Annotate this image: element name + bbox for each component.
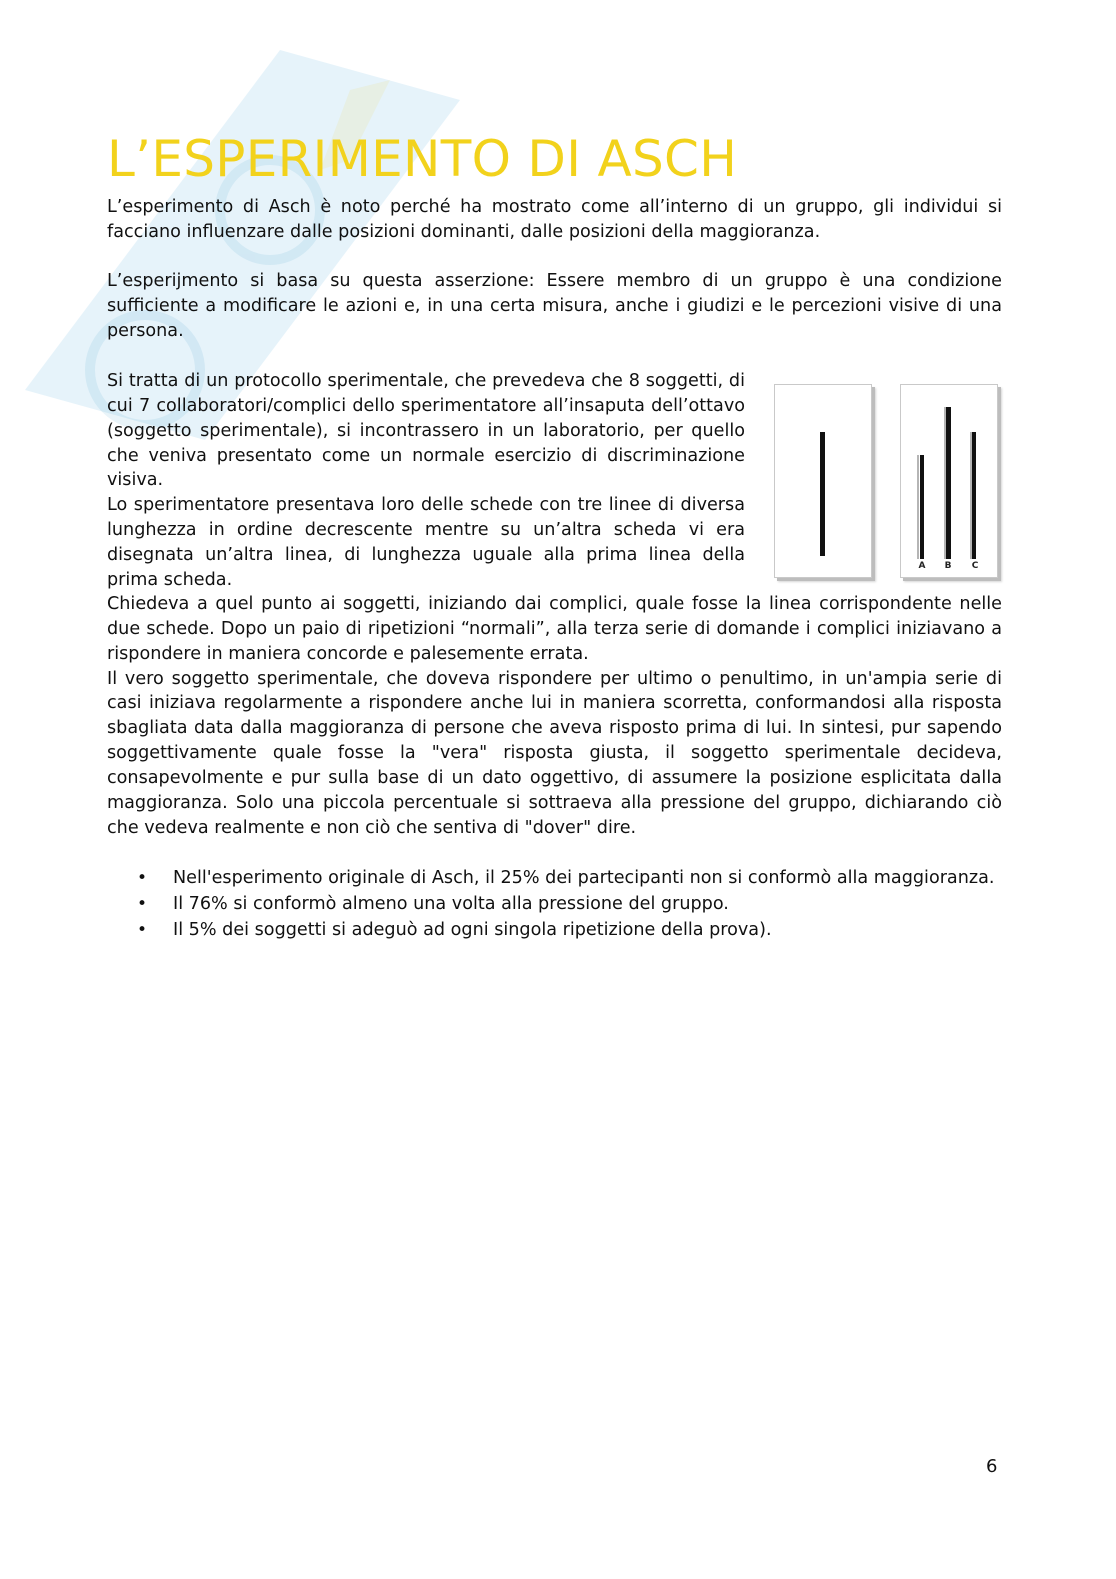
page-title: L’ESPERIMENTO DI ASCH <box>107 130 738 188</box>
line-label-a: A <box>918 561 926 571</box>
list-item-text: Nell'esperimento originale di Asch, il 25% dei partecipanti non si conformò alla maggioranza. <box>173 868 995 888</box>
paragraph-protocol: Si tratta di un protocollo sperimentale, che prevedeva che 8 soggetti, di cui 7 collaboratori/complici dello sperimentatore all’insaputa dell’ottavo (soggetto sperimentale), si incontrassero in un laboratorio, per quello che veniva presentato come un normale esercizio di discriminazione visiva. <box>107 371 745 491</box>
paragraph-intro: L’esperimento di Asch è noto perché ha mostrato come all’interno di un gruppo, gli individui si facciano influenzare dalle posizioni dominanti, dalle posizioni della maggioranza. <box>107 197 1002 242</box>
list-item <box>107 866 1002 891</box>
list-item <box>107 918 1002 943</box>
paragraph-results-block <box>107 592 1002 840</box>
list-item-text: Il 5% dei soggetti si adeguò ad ogni singola ripetizione della prova). <box>173 919 772 940</box>
line-b <box>946 407 951 559</box>
line-a-shadow <box>917 455 919 559</box>
reference-line <box>820 432 825 556</box>
line-label-b: B <box>944 561 952 571</box>
list-item-text: Il 76% si conformò almeno una volta alla pressione del gruppo. <box>173 893 729 914</box>
results-list <box>107 866 1002 944</box>
bullet-icon: • <box>137 868 148 888</box>
reference-card <box>774 384 872 578</box>
paragraph-question: Chiedeva a quel punto ai soggetti, iniziando dai complici, quale fosse la linea corrispondente nelle due schede. Dopo un paio di ripetizioni “normali”, alla terza serie di domande i complici iniziavano a rispondere in maniera concorde e palesemente errata. <box>107 594 1002 664</box>
line-a <box>920 455 924 559</box>
bullet-icon: • <box>137 893 148 914</box>
line-c <box>972 432 976 559</box>
paragraph-subject: Il vero soggetto sperimentale, che doveva rispondere per ultimo o penultimo, in un'ampia serie di casi iniziava regolarmente a rispondere anche lui in maniera scorretta, conformandosi alla risposta sbagliata data dalla maggioranza di persone che aveva risposto prima di lui. In sintesi, pur sapendo soggettivamente quale fosse la "vera" risposta giusta, il soggetto sperimentale decideva, consapevolmente e pur sulla base di un dato oggettivo, di assumere la posizione esplicitata dalla maggioranza. Solo una piccola percentuale si sottraeva alla pressione del gruppo, dichiarando ciò che vedeva realmente e non ciò che sentiva di "dover" dire. <box>107 668 1002 838</box>
page-number: 6 <box>986 1456 998 1477</box>
paragraph-assertion: L’esperijmento si basa su questa asserzione: Essere membro di un gruppo è una condizione sufficiente a modificare le azioni e, in una certa misura, anche i giudizi e le percezioni visive di una persona. <box>107 271 1002 341</box>
comparison-card <box>900 384 998 578</box>
asch-line-cards-figure <box>771 381 1005 583</box>
paragraph-cards: Lo sperimentatore presentava loro delle schede con tre linee di diversa lunghezza in ordine decrescente mentre su un’altra scheda vi era disegnata un’altra linea, di lunghezza uguale alla prima linea della prima scheda. <box>107 495 745 590</box>
bullet-icon: • <box>137 919 148 940</box>
list-item <box>107 892 1002 917</box>
line-label-c: C <box>971 561 979 571</box>
paragraph-protocol-block <box>107 369 745 593</box>
